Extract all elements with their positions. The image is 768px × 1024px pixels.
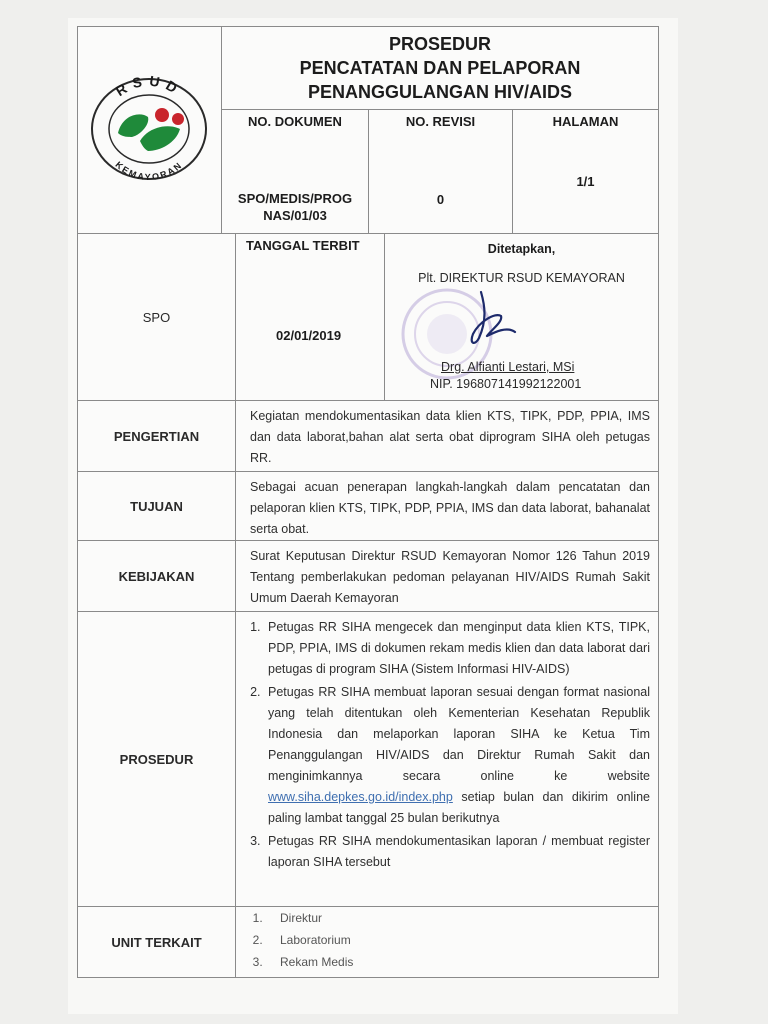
no-revisi-label: NO. REVISI <box>405 114 476 129</box>
tanggal-terbit-cell <box>236 234 385 400</box>
rsud-kemayoran-logo <box>88 71 210 181</box>
leaf-left-shape <box>118 114 148 137</box>
prosedur-steps <box>236 612 658 906</box>
header-right <box>222 27 658 233</box>
ditetapkan-cell <box>385 234 658 400</box>
prosedur-step-2-text-end: setiap bulan dan dikirim online paling lambat tanggal 25 bulan berikutnya <box>268 790 650 825</box>
red-dot-top <box>155 108 169 122</box>
halaman-label: HALAMAN <box>552 114 619 129</box>
kebijakan-label: KEBIJAKAN <box>78 541 236 611</box>
jabatan-text: Plt. DIREKTUR RSUD KEMAYORAN <box>418 271 625 285</box>
spo-row <box>78 234 658 401</box>
unit-terkait-list-cell <box>236 907 658 977</box>
unit-terkait-label: UNIT TERKAIT <box>78 907 236 977</box>
kebijakan-text: Surat Keputusan Direktur RSUD Kemayoran Nomor 126 Tahun 2019 Tentang pemberlakukan pedoman pelayanan HIV/AIDS Rumah Sakit Umum Daerah Kemayoran <box>250 549 650 605</box>
pengertian-text: Kegiatan mendokumentasikan data klien KTS, TIPK, PDP, PPIA, IMS dan data laborat,bahan alat serta obat diprogram SIHA oleh petugas RR. <box>250 409 650 465</box>
prosedur-list <box>240 617 650 873</box>
spo-document <box>77 26 659 978</box>
prosedur-step-2-text: Petugas RR SIHA membuat laporan sesuai dengan format nasional yang telah ditentukan oleh Kementerian Kesehatan Republik Indonesia dan melaporkan laporan SIHA ke Ketua Tim Penanggulangan HIV/AIDS dan Direktur Rumah Sakit dan menginimkannya secara online ke website <box>268 685 650 783</box>
no-dokumen-value-line-2: NAS/01/03 <box>263 208 327 223</box>
leaf-right-shape <box>140 126 180 151</box>
title-line-3: PENANGGULANGAN HIV/AIDS <box>307 82 572 102</box>
no-dokumen-cell <box>222 110 369 233</box>
unit-terkait-row <box>78 907 658 977</box>
halaman-cell <box>513 110 658 233</box>
signature <box>451 286 521 356</box>
signatory-name: Drg. Alfianti Lestari, MSi <box>441 360 575 374</box>
no-revisi-cell <box>369 110 513 233</box>
siha-website-link[interactable]: www.siha.depkes.go.id/index.php <box>268 790 453 804</box>
document-header <box>78 27 658 234</box>
logo-cell <box>78 27 222 233</box>
document-title <box>222 27 658 110</box>
unit-item-laboratorium: 2. Laboratorium <box>266 929 650 951</box>
document-meta-row <box>222 110 658 233</box>
tujuan-row <box>78 472 658 541</box>
red-dot-right <box>172 113 184 125</box>
svg-text:RSUD: RSUD <box>112 72 186 100</box>
prosedur-row <box>78 612 658 907</box>
no-dokumen-value <box>222 190 368 224</box>
tujuan-label: TUJUAN <box>78 472 236 540</box>
spo-label: SPO <box>78 234 236 400</box>
svg-text:KEMAYORAN: KEMAYORAN <box>113 159 185 181</box>
tujuan-text: Sebagai acuan penerapan langkah-langkah dalam pencatatan dan pelaporan klien KTS, TIPK, PDP, PPIA, IMS dan data laborat, bahanalat serta obat. <box>250 480 650 536</box>
prosedur-step-1: 1. Petugas RR SIHA mengecek dan menginput data klien KTS, TIPK, PDP, PPIA, IMS di dokumen rekam medis klien dan data laborat dari petugas di program SIHA (Sistem Informasi HIV-AIDS) <box>264 617 650 680</box>
pengertian-label: PENGERTIAN <box>78 401 236 471</box>
prosedur-step-3: 3. Petugas RR SIHA mendokumentasikan laporan / membuat register laporan SIHA tersebut <box>264 831 650 873</box>
no-revisi-value: 0 <box>436 192 445 207</box>
no-dokumen-value-line-1: SPO/MEDIS/PROG <box>237 191 353 206</box>
unit-item-direktur: 1. Direktur <box>266 907 650 929</box>
pengertian-row <box>78 401 658 472</box>
halaman-value: 1/1 <box>576 174 595 189</box>
ditetapkan-text: Ditetapkan, <box>487 242 556 256</box>
prosedur-step-2 <box>264 682 650 829</box>
prosedur-label: PROSEDUR <box>78 612 236 906</box>
signatory-nip: NIP. 196807141992122001 <box>430 377 582 391</box>
title-line-1: PROSEDUR <box>388 34 491 54</box>
tanggal-terbit-value: 02/01/2019 <box>276 328 342 343</box>
kebijakan-row <box>78 541 658 612</box>
unit-terkait-list <box>240 907 650 973</box>
title-line-2: PENCATATAN DAN PELAPORAN <box>299 58 581 78</box>
unit-item-rekam-medis: 3. Rekam Medis <box>266 951 650 973</box>
no-dokumen-label: NO. DOKUMEN <box>248 114 342 129</box>
tanggal-terbit-label: TANGGAL TERBIT <box>246 238 360 253</box>
